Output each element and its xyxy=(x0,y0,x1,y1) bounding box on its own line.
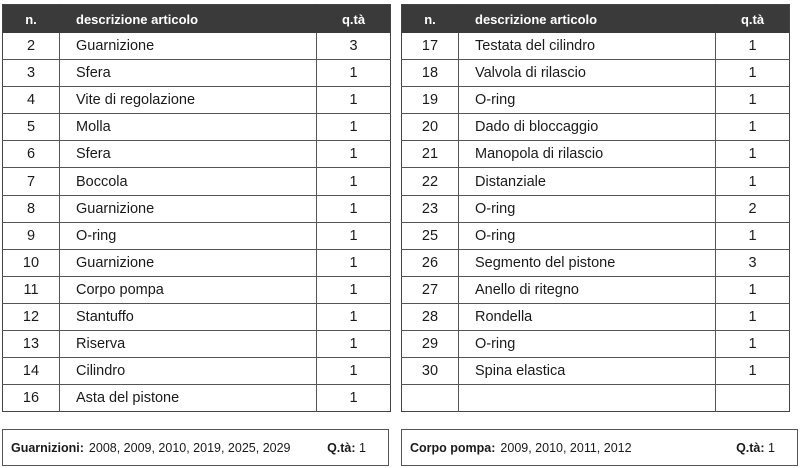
cell-number: 25 xyxy=(402,222,459,249)
cell-description: Riserva xyxy=(60,331,317,358)
table-row xyxy=(402,87,790,114)
table-row xyxy=(402,60,790,87)
table-row xyxy=(402,114,790,141)
cell-description: Valvola di rilascio xyxy=(459,60,716,87)
table-row xyxy=(3,303,391,330)
kit-quantity-label: Q.tà: xyxy=(736,440,765,455)
cell-number: 9 xyxy=(3,222,60,249)
cell-number: 30 xyxy=(402,358,459,385)
cell-description: Distanziale xyxy=(459,168,716,195)
parts-table-left xyxy=(2,4,391,412)
cell-description: Spina elastica xyxy=(459,358,716,385)
cell-quantity: 1 xyxy=(716,222,790,249)
cell-number: 17 xyxy=(402,33,459,60)
cell-quantity: 1 xyxy=(716,141,790,168)
cell-number: 21 xyxy=(402,141,459,168)
cell-number: 29 xyxy=(402,331,459,358)
table-row xyxy=(402,33,790,60)
cell-description: Testata del cilindro xyxy=(459,33,716,60)
table-row xyxy=(3,276,391,303)
cell-description: Boccola xyxy=(60,168,317,195)
cell-quantity: 1 xyxy=(716,303,790,330)
column-header-quantity: q.tà xyxy=(716,5,790,34)
kit-quantity-label: Q.tà: xyxy=(327,440,356,455)
cell-number: 14 xyxy=(3,358,60,385)
kit-quantity xyxy=(327,441,366,455)
cell-quantity: 3 xyxy=(716,249,790,276)
cell-description: Segmento del pistone xyxy=(459,249,716,276)
cell-quantity: 1 xyxy=(716,358,790,385)
kit-quantity-value: 1 xyxy=(359,440,366,455)
cell-description: Asta del pistone xyxy=(60,385,317,412)
kit-quantity xyxy=(736,441,775,455)
table-row xyxy=(402,141,790,168)
column-header-number: n. xyxy=(3,5,60,34)
cell-description: Vite di regolazione xyxy=(60,87,317,114)
cell-quantity xyxy=(716,385,790,412)
cell-number: 28 xyxy=(402,303,459,330)
cell-number: 18 xyxy=(402,60,459,87)
cell-description: Guarnizione xyxy=(60,33,317,60)
cell-quantity: 1 xyxy=(716,331,790,358)
cell-quantity: 1 xyxy=(317,276,391,303)
cell-description xyxy=(459,385,716,412)
cell-description: Rondella xyxy=(459,303,716,330)
cell-quantity: 1 xyxy=(317,195,391,222)
table-row xyxy=(402,276,790,303)
table-header-row xyxy=(3,5,391,34)
kit-codes: 2009, 2010, 2011, 2012 xyxy=(500,440,632,455)
cell-number: 26 xyxy=(402,249,459,276)
kit-label: Corpo pompa: xyxy=(410,440,496,455)
table-header-row xyxy=(402,5,790,34)
kit-footer-gaskets xyxy=(2,429,389,466)
cell-quantity: 1 xyxy=(317,385,391,412)
cell-description: O-ring xyxy=(60,222,317,249)
cell-quantity: 1 xyxy=(317,87,391,114)
cell-quantity: 1 xyxy=(317,358,391,385)
cell-description: Guarnizione xyxy=(60,195,317,222)
table-row xyxy=(3,33,391,60)
cell-quantity: 1 xyxy=(317,168,391,195)
cell-quantity: 1 xyxy=(716,168,790,195)
cell-number: 7 xyxy=(3,168,60,195)
cell-quantity: 1 xyxy=(317,303,391,330)
cell-number: 23 xyxy=(402,195,459,222)
parts-table-right xyxy=(401,4,790,412)
cell-number: 4 xyxy=(3,87,60,114)
table-row xyxy=(402,195,790,222)
table-row xyxy=(3,114,391,141)
table-row xyxy=(402,222,790,249)
kit-quantity-value: 1 xyxy=(768,440,775,455)
cell-number: 16 xyxy=(3,385,60,412)
column-header-quantity: q.tà xyxy=(317,5,391,34)
cell-quantity: 1 xyxy=(317,114,391,141)
cell-description: Cilindro xyxy=(60,358,317,385)
table-row xyxy=(3,168,391,195)
table-row xyxy=(3,358,391,385)
cell-description: Sfera xyxy=(60,141,317,168)
cell-quantity: 1 xyxy=(317,331,391,358)
table-row xyxy=(402,331,790,358)
table-row xyxy=(402,303,790,330)
cell-quantity: 1 xyxy=(317,249,391,276)
table-row xyxy=(3,141,391,168)
cell-number: 5 xyxy=(3,114,60,141)
cell-description: Stantuffo xyxy=(60,303,317,330)
cell-description: Molla xyxy=(60,114,317,141)
cell-number xyxy=(402,385,459,412)
table-row xyxy=(3,87,391,114)
cell-quantity: 3 xyxy=(349,38,358,55)
cell-quantity: 2 xyxy=(716,195,790,222)
cell-number: 11 xyxy=(3,276,60,303)
table-row xyxy=(402,358,790,385)
column-header-description: descrizione articolo xyxy=(459,5,716,34)
table-row xyxy=(3,60,391,87)
table-row xyxy=(402,249,790,276)
cell-quantity: 1 xyxy=(716,60,790,87)
cell-description: Manopola di rilascio xyxy=(459,141,716,168)
cell-description: Dado di bloccaggio xyxy=(459,114,716,141)
cell-description: Guarnizione xyxy=(60,249,317,276)
cell-quantity: 1 xyxy=(317,60,391,87)
column-header-description: descrizione articolo xyxy=(60,5,317,34)
column-header-number: n. xyxy=(402,5,459,34)
cell-number: 13 xyxy=(3,331,60,358)
kit-footer-pump-body xyxy=(401,429,798,466)
cell-description: Sfera xyxy=(60,60,317,87)
parts-table-right-body xyxy=(402,33,790,412)
parts-table-left-panel xyxy=(2,4,391,412)
cell-description: O-ring xyxy=(459,222,716,249)
cell-quantity: 1 xyxy=(317,222,391,249)
cell-description: Corpo pompa xyxy=(60,276,317,303)
kit-label: Guarnizioni: xyxy=(11,440,84,455)
cell-quantity: 1 xyxy=(748,38,757,55)
cell-number: 19 xyxy=(402,87,459,114)
table-row xyxy=(3,249,391,276)
cell-quantity: 1 xyxy=(716,276,790,303)
table-row xyxy=(3,385,391,412)
cell-quantity: 1 xyxy=(317,141,391,168)
table-row xyxy=(3,331,391,358)
parts-table-left-body xyxy=(3,33,391,412)
cell-number: 10 xyxy=(3,249,60,276)
cell-number: 2 xyxy=(3,33,60,60)
cell-number: 3 xyxy=(3,60,60,87)
cell-number: 8 xyxy=(3,195,60,222)
cell-description: O-ring xyxy=(459,87,716,114)
cell-number: 6 xyxy=(3,141,60,168)
table-row xyxy=(402,168,790,195)
cell-quantity: 1 xyxy=(716,114,790,141)
kit-codes: 2008, 2009, 2010, 2019, 2025, 2029 xyxy=(88,440,291,455)
cell-description: Anello di ritegno xyxy=(459,276,716,303)
cell-number: 22 xyxy=(402,168,459,195)
table-row xyxy=(402,385,790,412)
cell-number: 12 xyxy=(3,303,60,330)
cell-quantity: 1 xyxy=(716,87,790,114)
cell-number: 20 xyxy=(402,114,459,141)
cell-description: O-ring xyxy=(459,331,716,358)
table-row xyxy=(3,222,391,249)
parts-table-right-panel xyxy=(401,4,790,412)
cell-number: 27 xyxy=(402,276,459,303)
table-row xyxy=(3,195,391,222)
cell-description: O-ring xyxy=(459,195,716,222)
